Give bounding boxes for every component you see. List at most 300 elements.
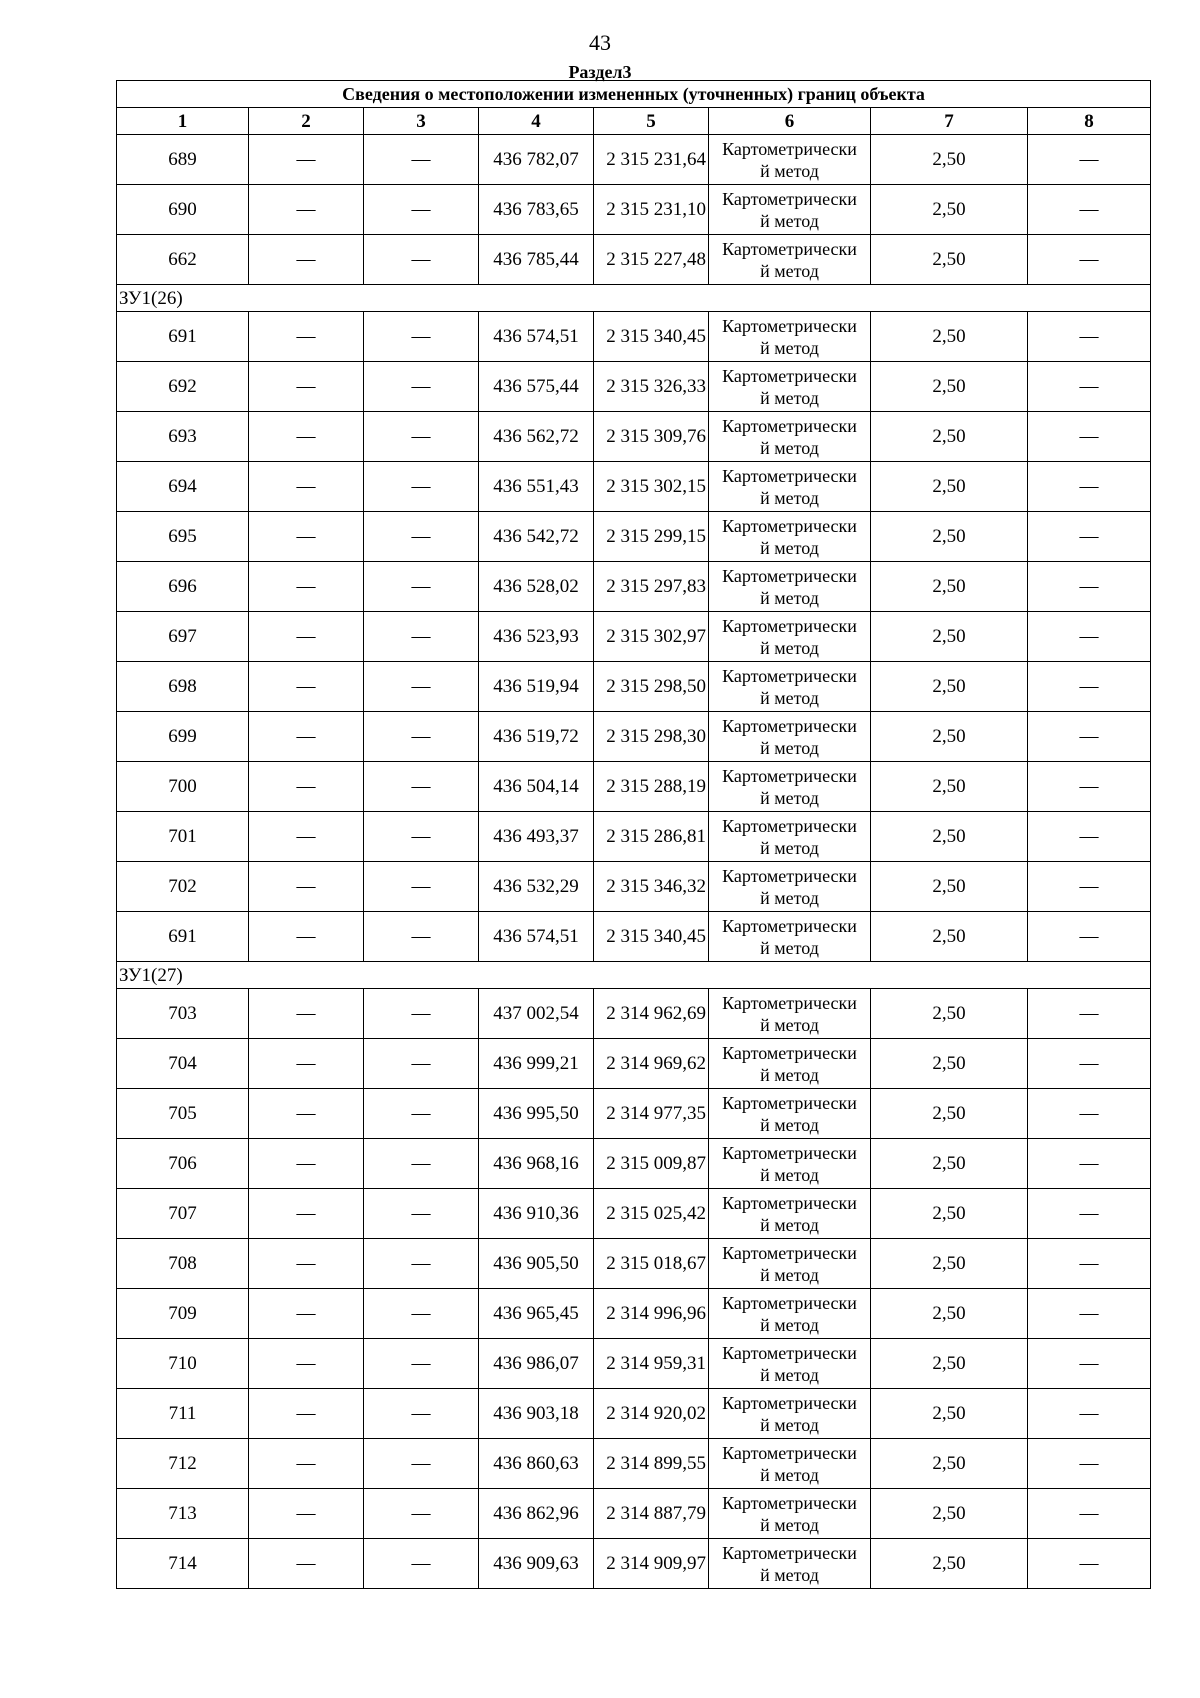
point-number-cell: 714 [117,1539,249,1589]
y-coordinate-cell: 2 314 977,35 [594,1089,709,1139]
group-label-row [117,962,1151,989]
empty-cell: — [364,812,479,862]
y-coordinate-cell: 2 314 909,97 [594,1539,709,1589]
y-coordinate-cell: 2 315 346,32 [594,862,709,912]
description-cell: — [1028,1389,1151,1439]
method-cell [709,662,871,712]
empty-cell: — [249,1039,364,1089]
method-text-line: й метод [760,1414,819,1435]
x-coordinate-cell: 436 532,29 [479,862,594,912]
x-coordinate-cell: 436 782,07 [479,135,594,185]
description-cell: — [1028,762,1151,812]
method-cell [709,462,871,512]
empty-cell: — [364,562,479,612]
description-cell: — [1028,562,1151,612]
table-title: Сведения о местоположении измененных (уточненных) границ объекта [117,81,1151,108]
table-row [117,462,1151,512]
method-text-line: Картометрически [722,815,857,836]
description-cell: — [1028,1539,1151,1589]
method-text-line: й метод [760,1214,819,1235]
point-number-cell: 713 [117,1489,249,1539]
description-cell: — [1028,362,1151,412]
x-coordinate-cell: 436 986,07 [479,1339,594,1389]
description-cell: — [1028,185,1151,235]
empty-cell: — [249,135,364,185]
empty-cell: — [364,912,479,962]
method-text-line: Картометрически [722,1442,857,1463]
method-text-line: й метод [760,1364,819,1385]
accuracy-cell: 2,50 [871,1089,1028,1139]
description-cell: — [1028,989,1151,1039]
method-text-line: Картометрически [722,1292,857,1313]
column-header: 8 [1028,108,1151,135]
y-coordinate-cell: 2 315 018,67 [594,1239,709,1289]
table-row [117,762,1151,812]
table-row [117,312,1151,362]
y-coordinate-cell: 2 314 996,96 [594,1289,709,1339]
x-coordinate-cell: 436 519,72 [479,712,594,762]
y-coordinate-cell: 2 315 231,64 [594,135,709,185]
empty-cell: — [364,712,479,762]
page-number: 43 [589,30,611,55]
method-text-line: й метод [760,1514,819,1535]
method-cell [709,312,871,362]
method-cell [709,1089,871,1139]
method-cell [709,612,871,662]
method-cell [709,912,871,962]
accuracy-cell: 2,50 [871,1389,1028,1439]
table-row [117,135,1151,185]
empty-cell: — [364,662,479,712]
empty-cell: — [249,1389,364,1439]
empty-cell: — [249,862,364,912]
column-header-row [117,108,1151,135]
method-text-line: Картометрически [722,138,857,159]
method-text-line: Картометрически [722,1142,857,1163]
empty-cell: — [249,1189,364,1239]
empty-cell: — [364,1389,479,1439]
x-coordinate-cell: 436 574,51 [479,912,594,962]
point-number-cell: 697 [117,612,249,662]
description-cell: — [1028,712,1151,762]
x-coordinate-cell: 436 995,50 [479,1089,594,1139]
x-coordinate-cell: 436 968,16 [479,1139,594,1189]
method-cell [709,1239,871,1289]
point-number-cell: 689 [117,135,249,185]
x-coordinate-cell: 436 528,02 [479,562,594,612]
method-cell [709,1039,871,1089]
method-text-line: й метод [760,210,819,231]
method-text-line: Картометрически [722,1242,857,1263]
description-cell: — [1028,1189,1151,1239]
table-row [117,235,1151,285]
point-number-cell: 692 [117,362,249,412]
point-number-cell: 707 [117,1189,249,1239]
y-coordinate-cell: 2 314 899,55 [594,1439,709,1489]
method-cell [709,562,871,612]
description-cell: — [1028,1039,1151,1089]
method-text-line: й метод [760,1114,819,1135]
accuracy-cell: 2,50 [871,235,1028,285]
method-text-line: й метод [760,737,819,758]
description-cell: — [1028,1289,1151,1339]
x-coordinate-cell: 436 551,43 [479,462,594,512]
method-text-line: Картометрически [722,515,857,536]
method-text-line: Картометрически [722,865,857,886]
x-coordinate-cell: 436 862,96 [479,1489,594,1539]
column-header: 2 [249,108,364,135]
table-row [117,1539,1151,1589]
method-cell [709,762,871,812]
table-row [117,1439,1151,1489]
method-text-line: й метод [760,687,819,708]
accuracy-cell: 2,50 [871,989,1028,1039]
empty-cell: — [249,1239,364,1289]
empty-cell: — [364,762,479,812]
column-header: 1 [117,108,249,135]
table-row [117,1039,1151,1089]
method-cell [709,1539,871,1589]
point-number-cell: 705 [117,1089,249,1139]
empty-cell: — [249,185,364,235]
y-coordinate-cell: 2 315 340,45 [594,912,709,962]
method-cell [709,1389,871,1439]
table-row [117,662,1151,712]
y-coordinate-cell: 2 315 299,15 [594,512,709,562]
accuracy-cell: 2,50 [871,912,1028,962]
method-cell [709,235,871,285]
table-row [117,362,1151,412]
x-coordinate-cell: 436 785,44 [479,235,594,285]
empty-cell: — [249,562,364,612]
empty-cell: — [364,612,479,662]
empty-cell: — [364,1189,479,1239]
table-row [117,185,1151,235]
group-label: ЗУ1(27) [117,962,1151,989]
table-row [117,1389,1151,1439]
y-coordinate-cell: 2 315 302,15 [594,462,709,512]
table-row [117,1289,1151,1339]
empty-cell: — [249,662,364,712]
method-text-line: Картометрически [722,315,857,336]
accuracy-cell: 2,50 [871,135,1028,185]
method-text-line: й метод [760,537,819,558]
y-coordinate-cell: 2 315 227,48 [594,235,709,285]
method-text-line: й метод [760,160,819,181]
x-coordinate-cell: 437 002,54 [479,989,594,1039]
method-text-line: Картометрически [722,715,857,736]
point-number-cell: 698 [117,662,249,712]
empty-cell: — [364,1289,479,1339]
method-cell [709,1139,871,1189]
table-title-row [117,81,1151,108]
table-row [117,912,1151,962]
method-cell [709,185,871,235]
y-coordinate-cell: 2 315 309,76 [594,412,709,462]
description-cell: — [1028,1089,1151,1139]
method-cell [709,812,871,862]
empty-cell: — [249,812,364,862]
empty-cell: — [364,135,479,185]
point-number-cell: 694 [117,462,249,512]
accuracy-cell: 2,50 [871,1489,1028,1539]
method-cell [709,1339,871,1389]
accuracy-cell: 2,50 [871,1289,1028,1339]
description-cell: — [1028,862,1151,912]
table-row [117,1239,1151,1289]
column-header: 6 [709,108,871,135]
coordinates-table-container [116,80,1151,1589]
method-cell [709,862,871,912]
table-row [117,862,1151,912]
method-text-line: й метод [760,1064,819,1085]
point-number-cell: 693 [117,412,249,462]
empty-cell: — [364,862,479,912]
description-cell: — [1028,1239,1151,1289]
point-number-cell: 703 [117,989,249,1039]
x-coordinate-cell: 436 542,72 [479,512,594,562]
method-text-line: й метод [760,637,819,658]
x-coordinate-cell: 436 909,63 [479,1539,594,1589]
accuracy-cell: 2,50 [871,1439,1028,1489]
column-header: 5 [594,108,709,135]
method-cell [709,1189,871,1239]
accuracy-cell: 2,50 [871,612,1028,662]
method-cell [709,362,871,412]
method-cell [709,512,871,562]
method-text-line: Картометрически [722,665,857,686]
empty-cell: — [249,1289,364,1339]
description-cell: — [1028,312,1151,362]
method-text-line: Картометрически [722,1492,857,1513]
accuracy-cell: 2,50 [871,1339,1028,1389]
method-text-line: Картометрически [722,615,857,636]
empty-cell: — [249,1539,364,1589]
empty-cell: — [249,762,364,812]
empty-cell: — [364,1489,479,1539]
point-number-cell: 696 [117,562,249,612]
empty-cell: — [364,1239,479,1289]
empty-cell: — [249,462,364,512]
empty-cell: — [364,312,479,362]
accuracy-cell: 2,50 [871,185,1028,235]
point-number-cell: 700 [117,762,249,812]
empty-cell: — [249,1439,364,1489]
method-text-line: й метод [760,1264,819,1285]
table-row [117,562,1151,612]
method-cell [709,989,871,1039]
point-number-cell: 704 [117,1039,249,1089]
accuracy-cell: 2,50 [871,762,1028,812]
description-cell: — [1028,462,1151,512]
x-coordinate-cell: 436 519,94 [479,662,594,712]
empty-cell: — [364,512,479,562]
empty-cell: — [249,412,364,462]
y-coordinate-cell: 2 315 298,30 [594,712,709,762]
description-cell: — [1028,812,1151,862]
method-text-line: Картометрически [722,915,857,936]
method-cell [709,135,871,185]
empty-cell: — [364,1439,479,1489]
y-coordinate-cell: 2 314 959,31 [594,1339,709,1389]
x-coordinate-cell: 436 783,65 [479,185,594,235]
method-text-line: й метод [760,487,819,508]
y-coordinate-cell: 2 314 887,79 [594,1489,709,1539]
method-text-line: й метод [760,1314,819,1335]
empty-cell: — [249,312,364,362]
description-cell: — [1028,912,1151,962]
table-row [117,512,1151,562]
point-number-cell: 708 [117,1239,249,1289]
accuracy-cell: 2,50 [871,1239,1028,1289]
description-cell: — [1028,235,1151,285]
accuracy-cell: 2,50 [871,862,1028,912]
description-cell: — [1028,412,1151,462]
method-text-line: Картометрически [722,465,857,486]
method-text-line: й метод [760,437,819,458]
method-text-line: й метод [760,937,819,958]
y-coordinate-cell: 2 315 009,87 [594,1139,709,1189]
y-coordinate-cell: 2 314 969,62 [594,1039,709,1089]
accuracy-cell: 2,50 [871,1039,1028,1089]
y-coordinate-cell: 2 315 326,33 [594,362,709,412]
x-coordinate-cell: 436 575,44 [479,362,594,412]
point-number-cell: 690 [117,185,249,235]
method-cell [709,1439,871,1489]
method-text-line: й метод [760,1014,819,1035]
accuracy-cell: 2,50 [871,1539,1028,1589]
empty-cell: — [249,712,364,762]
empty-cell: — [249,989,364,1039]
y-coordinate-cell: 2 314 920,02 [594,1389,709,1439]
table-row [117,1489,1151,1539]
point-number-cell: 691 [117,912,249,962]
method-text-line: й метод [760,837,819,858]
method-text-line: Картометрически [722,415,857,436]
y-coordinate-cell: 2 315 302,97 [594,612,709,662]
table-row [117,412,1151,462]
empty-cell: — [364,989,479,1039]
column-header: 7 [871,108,1028,135]
empty-cell: — [364,1339,479,1389]
accuracy-cell: 2,50 [871,812,1028,862]
y-coordinate-cell: 2 315 231,10 [594,185,709,235]
point-number-cell: 695 [117,512,249,562]
method-text-line: й метод [760,887,819,908]
accuracy-cell: 2,50 [871,562,1028,612]
method-text-line: Картометрически [722,1542,857,1563]
x-coordinate-cell: 436 905,50 [479,1239,594,1289]
method-text-line: й метод [760,787,819,808]
empty-cell: — [249,235,364,285]
empty-cell: — [249,1339,364,1389]
method-text-line: Картометрически [722,1342,857,1363]
empty-cell: — [364,1139,479,1189]
group-label-row [117,285,1151,312]
method-text-line: й метод [760,1164,819,1185]
description-cell: — [1028,612,1151,662]
x-coordinate-cell: 436 965,45 [479,1289,594,1339]
empty-cell: — [364,412,479,462]
point-number-cell: 710 [117,1339,249,1389]
empty-cell: — [364,1539,479,1589]
empty-cell: — [364,362,479,412]
empty-cell: — [249,512,364,562]
point-number-cell: 702 [117,862,249,912]
x-coordinate-cell: 436 523,93 [479,612,594,662]
empty-cell: — [364,462,479,512]
method-text-line: Картометрически [722,188,857,209]
method-text-line: й метод [760,1464,819,1485]
x-coordinate-cell: 436 903,18 [479,1389,594,1439]
empty-cell: — [249,912,364,962]
empty-cell: — [364,1089,479,1139]
point-number-cell: 662 [117,235,249,285]
empty-cell: — [249,1489,364,1539]
method-text-line: й метод [760,337,819,358]
coordinates-table [116,80,1151,1589]
point-number-cell: 712 [117,1439,249,1489]
accuracy-cell: 2,50 [871,462,1028,512]
y-coordinate-cell: 2 314 962,69 [594,989,709,1039]
y-coordinate-cell: 2 315 025,42 [594,1189,709,1239]
accuracy-cell: 2,50 [871,1139,1028,1189]
section-title: Раздел3 [568,62,632,82]
method-text-line: Картометрически [722,238,857,259]
method-text-line: Картометрически [722,1042,857,1063]
method-cell [709,1289,871,1339]
description-cell: — [1028,135,1151,185]
x-coordinate-cell: 436 504,14 [479,762,594,812]
x-coordinate-cell: 436 999,21 [479,1039,594,1089]
y-coordinate-cell: 2 315 288,19 [594,762,709,812]
y-coordinate-cell: 2 315 298,50 [594,662,709,712]
method-text-line: Картометрически [722,565,857,586]
y-coordinate-cell: 2 315 286,81 [594,812,709,862]
table-row [117,989,1151,1039]
empty-cell: — [364,1039,479,1089]
method-text-line: й метод [760,260,819,281]
x-coordinate-cell: 436 562,72 [479,412,594,462]
method-text-line: Картометрически [722,765,857,786]
description-cell: — [1028,1139,1151,1189]
empty-cell: — [364,185,479,235]
empty-cell: — [249,612,364,662]
table-row [117,612,1151,662]
method-text-line: Картометрически [722,992,857,1013]
method-text-line: Картометрически [722,365,857,386]
point-number-cell: 709 [117,1289,249,1339]
description-cell: — [1028,1339,1151,1389]
table-row [117,1139,1151,1189]
accuracy-cell: 2,50 [871,362,1028,412]
method-text-line: Картометрически [722,1192,857,1213]
point-number-cell: 711 [117,1389,249,1439]
x-coordinate-cell: 436 574,51 [479,312,594,362]
description-cell: — [1028,1439,1151,1489]
description-cell: — [1028,662,1151,712]
column-header: 3 [364,108,479,135]
point-number-cell: 691 [117,312,249,362]
column-header: 4 [479,108,594,135]
method-text-line: Картометрически [722,1392,857,1413]
method-cell [709,412,871,462]
y-coordinate-cell: 2 315 340,45 [594,312,709,362]
point-number-cell: 699 [117,712,249,762]
method-text-line: Картометрически [722,1092,857,1113]
accuracy-cell: 2,50 [871,512,1028,562]
point-number-cell: 701 [117,812,249,862]
